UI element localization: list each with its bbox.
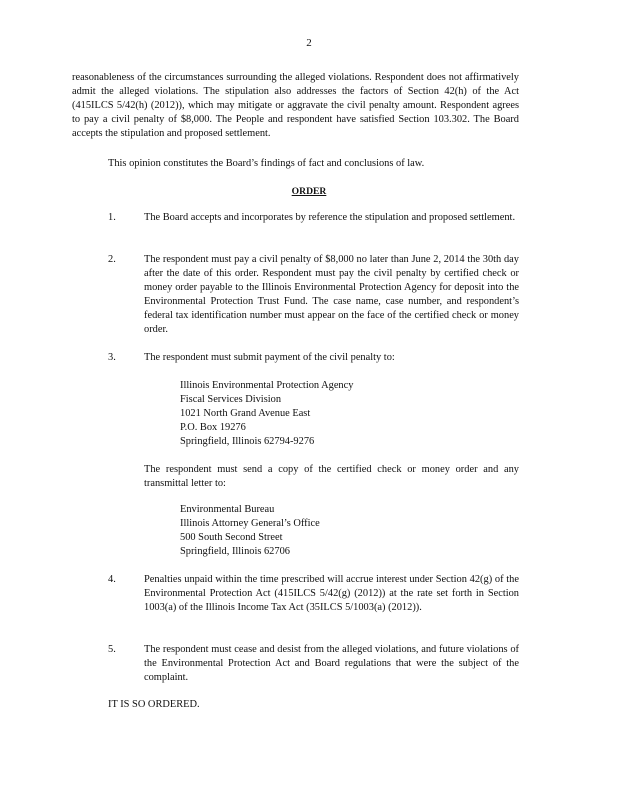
order-item-4 <box>108 573 519 615</box>
order-heading <box>0 185 618 199</box>
intro-paragraph: reasonableness of the circumstances surrounding the alleged violations. Respondent does not affirmatively admit the alleged violations. The stipulation also addresses the factors of Section 42(h) of the Act (415ILCS 5/42(h) (2012)), which may mitigate or aggravate the civil penalty amount. Respondent agrees to pay a civil penalty of $8,000. The People and respondent have satisfied Section 103.302. The Board accepts the stipulation and proposed settlement. <box>72 72 519 139</box>
item-number: 3. <box>108 352 116 363</box>
order-item-2 <box>108 253 519 337</box>
opinion-statement: This opinion constitutes the Board’s findings of fact and conclusions of law. <box>108 158 425 169</box>
address-line: 500 South Second Street <box>180 532 283 543</box>
order-heading-text: ORDER <box>291 186 327 197</box>
item-text: The respondent must pay a civil penalty of $8,000 no later than June 2, 2014 the 30th day after the date of this order. Respondent must pay the civil penalty by certified check or money order payable to the Illinois Environmental Protection Agency for deposit into the Environmental Protection Trust Fund. The case name, case number, and respondent’s federal tax identification number must appear on the face of the certified check or money order. <box>144 254 519 335</box>
copy-address <box>180 503 320 559</box>
address-line: Illinois Environmental Protection Agency <box>180 380 354 391</box>
address-line: Springfield, Illinois 62706 <box>180 546 290 557</box>
order-item-5 <box>108 643 519 685</box>
address-line: Environmental Bureau <box>180 504 275 515</box>
closing-statement: IT IS SO ORDERED. <box>108 699 200 710</box>
item-text: The respondent must submit payment of the civil penalty to: <box>144 352 395 363</box>
item-text: The respondent must cease and desist from the alleged violations, and future violations of the Environmental Protection Act and Board regulations that were the subject of the complaint. <box>144 644 519 683</box>
address-line: 1021 North Grand Avenue East <box>180 408 311 419</box>
address-line: Springfield, Illinois 62794-9276 <box>180 436 315 447</box>
address-line: Fiscal Services Division <box>180 394 282 405</box>
item-number: 1. <box>108 212 116 223</box>
order-item-3 <box>108 351 519 365</box>
page-number: 2 <box>306 37 312 49</box>
item-number: 5. <box>108 644 116 655</box>
copy-instruction: The respondent must send a copy of the certified check or money order and any transmittal letter to: <box>144 464 519 489</box>
order-item-1 <box>108 211 519 225</box>
address-line: Illinois Attorney General’s Office <box>180 518 320 529</box>
payment-address <box>180 379 353 449</box>
item-number: 4. <box>108 574 116 585</box>
item-text: The Board accepts and incorporates by reference the stipulation and proposed settlement. <box>144 212 516 223</box>
address-line: P.O. Box 19276 <box>180 422 246 433</box>
item-number: 2. <box>108 254 116 265</box>
copy-instruction-block <box>108 463 519 491</box>
item-text: Penalties unpaid within the time prescribed will accrue interest under Section 42(g) of the Environmental Protection Act (415ILCS 5/42(g) (2012)) at the rate set forth in Section 1003(a) of the Illinois Income Tax Act (35ILCS 5/1003(a) (2012)). <box>144 574 519 613</box>
